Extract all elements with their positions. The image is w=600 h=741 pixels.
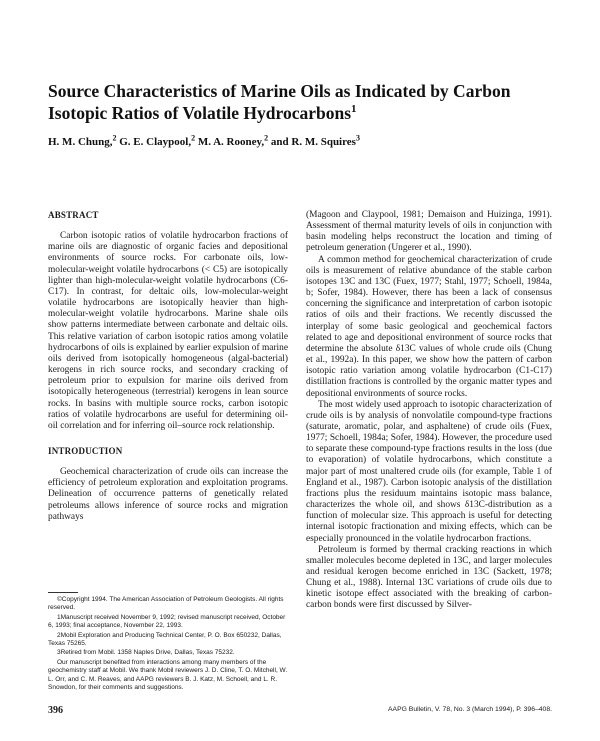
author-name: H. M. Chung,: [48, 136, 113, 148]
author-list: [48, 133, 360, 148]
abstract-paragraph: Carbon isotopic ratios of volatile hydrocarbon fractions of marine oils are diagnostic of organic facies and depositional environments of source rocks. For carbonate oils, low-molecular-weight volatile hydrocarbons (< C5) are isotopically lighter than high-molecular-weight volatile hydrocarbons (C6-C17). In contrast, for deltaic oils, low-molecular-weight volatile hydrocarbons are isotopically heavier than high-molecular-weight volatile hydrocarbons. Marine shale oils show patterns intermediate between carbonate and deltaic oils. This relative variation of carbon isotopic ratios among volatile hydrocarbons of oils is explained by earlier expulsion of marine oils derived from isotopically homogeneous (algal-bacterial) kerogens in rich source rocks, and secondary cracking of petroleum prior to expulsion for marine oils derived from isotopically heterogeneous (terrestrial) kerogens in lean source rocks. In basins with multiple source rocks, carbon isotopic ratios of volatile hydrocarbons are useful for determining oil-oil correlation and for inferring oil–source rock relationship.: [48, 231, 288, 431]
footnote-rule: [48, 592, 78, 593]
body-paragraph: The most widely used approach to isotopic characterization of crude oils is by analysis of nonvolatile compound-type fractions (saturate, aromatic, polar, and asphaltene) of crude oils (Fuex, 1977; Schoell, 1984a; Sofer, 1984). However, the procedure used to separate these compound-type fractions results in the loss (due to evaporation) of volatile hydrocarbons, which constitute a major part of most unaltered crude oils (for example, Table 1 of England et al., 1987). Carbon isotopic analysis of the distillation fractions plus the residuum maintains isotopic mass balance, characterizes the whole oil, and shows δ13C-distribution as a function of molecular size. This approach is useful for detecting internal isotopic fractionation and mixing effects, which can be especially pronounced in the volatile hydrocarbon fractions.: [306, 399, 552, 544]
footnote: 3Retired from Mobil. 1358 Naples Drive, Dallas, Texas 75232.: [57, 649, 235, 657]
introduction-heading: INTRODUCTION: [48, 445, 123, 456]
author-name: and R. M. Squires: [268, 136, 356, 148]
footnote: 1Manuscript received November 9, 1992; revised manuscript received, October 6, 1993; final acceptance, November 22, 1993.: [48, 613, 286, 630]
page-number: 396: [48, 705, 63, 716]
introduction-paragraph: Geochemical characterization of crude oils can increase the efficiency of petroleum exploration and exploitation programs. Delineation of occurrence patterns of genetically related petroleums allows inference of source rocks and migration pathways: [48, 467, 288, 522]
author-name: M. A. Rooney,: [195, 136, 265, 148]
paper-title-text: Source Characteristics of Marine Oils as Indicated by Carbon Isotopic Ratios of Volatile Hydrocarbons: [48, 81, 511, 123]
abstract-heading: ABSTRACT: [48, 210, 99, 220]
author-affiliation-mark: 2: [191, 133, 196, 143]
author-affiliation-mark: 3: [355, 133, 360, 143]
footnote: 2Mobil Exploration and Producing Technical Center, P. O. Box 650232, Dallas, Texas 75265.: [48, 631, 282, 648]
footnote: ©Copyright 1994. The American Association of Petroleum Geologists. All rights reserved.: [48, 596, 284, 612]
author-affiliation-mark: 2: [264, 133, 269, 143]
body-paragraph: A common method for geochemical characterization of crude oils is measurement of relative abundance of the stable carbon isotopes 13C and 13C (Fuex, 1977; Stahl, 1977; Schoell, 1984a, b; Sofer, 1984). However, there has been a lack of consensus concerning the significance and interpretation of carbon isotopic ratios of oils and their fractions. We recently discussed the interplay of some basic geological and geochemical factors related to age and depositional environment of source rocks that determine the absolute δ13C values of whole crude oils (Chung et al., 1992a). In this paper, we show how the pattern of carbon isotopic ratio variation among volatile hydrocarbon (C1-C17) distillation fractions is controlled by the organic matter types and depositional environments of source rocks.: [306, 254, 552, 399]
title-footnote-mark: 1: [351, 103, 357, 116]
paper-title: [48, 80, 568, 124]
footnotes: [48, 596, 288, 693]
author-affiliation-mark: 2: [112, 133, 117, 143]
body-paragraph: Petroleum is formed by thermal cracking reactions in which smaller molecules become depleted in 13C, and larger molecules and residual kerogen become enriched in 13C (Sackett, 1978; Chung et al., 1988). Internal 13C variations of crude oils due to kinetic isotope effect associated with the breaking of carbon-carbon bonds were first discussed by Silver-: [306, 544, 552, 611]
footnote: Our manuscript benefited from interactions among many members of the geochemistry staff at Mobil. We thank Mobil reviewers J. D. Cline, T. O. Mitchell, W. L. Orr, and C. M. Reaves, and AAPG reviewers B. J. Katz, M. Schoell, and L. R. Snowdon, for their comments and suggestions.: [48, 658, 288, 692]
body-paragraph: (Magoon and Claypool, 1981; Demaison and Huizinga, 1991). Assessment of thermal maturity levels of oils in conjunction with basin modeling helps reconstruct the location and timing of petroleum generation (Ungerer et al., 1990).: [306, 210, 552, 254]
journal-citation: AAPG Bulletin, V. 78, No. 3 (March 1994), P. 396–408.: [388, 706, 552, 713]
author-name: G. E. Claypool,: [116, 136, 192, 148]
left-column: [48, 210, 288, 523]
right-column: [306, 210, 552, 612]
